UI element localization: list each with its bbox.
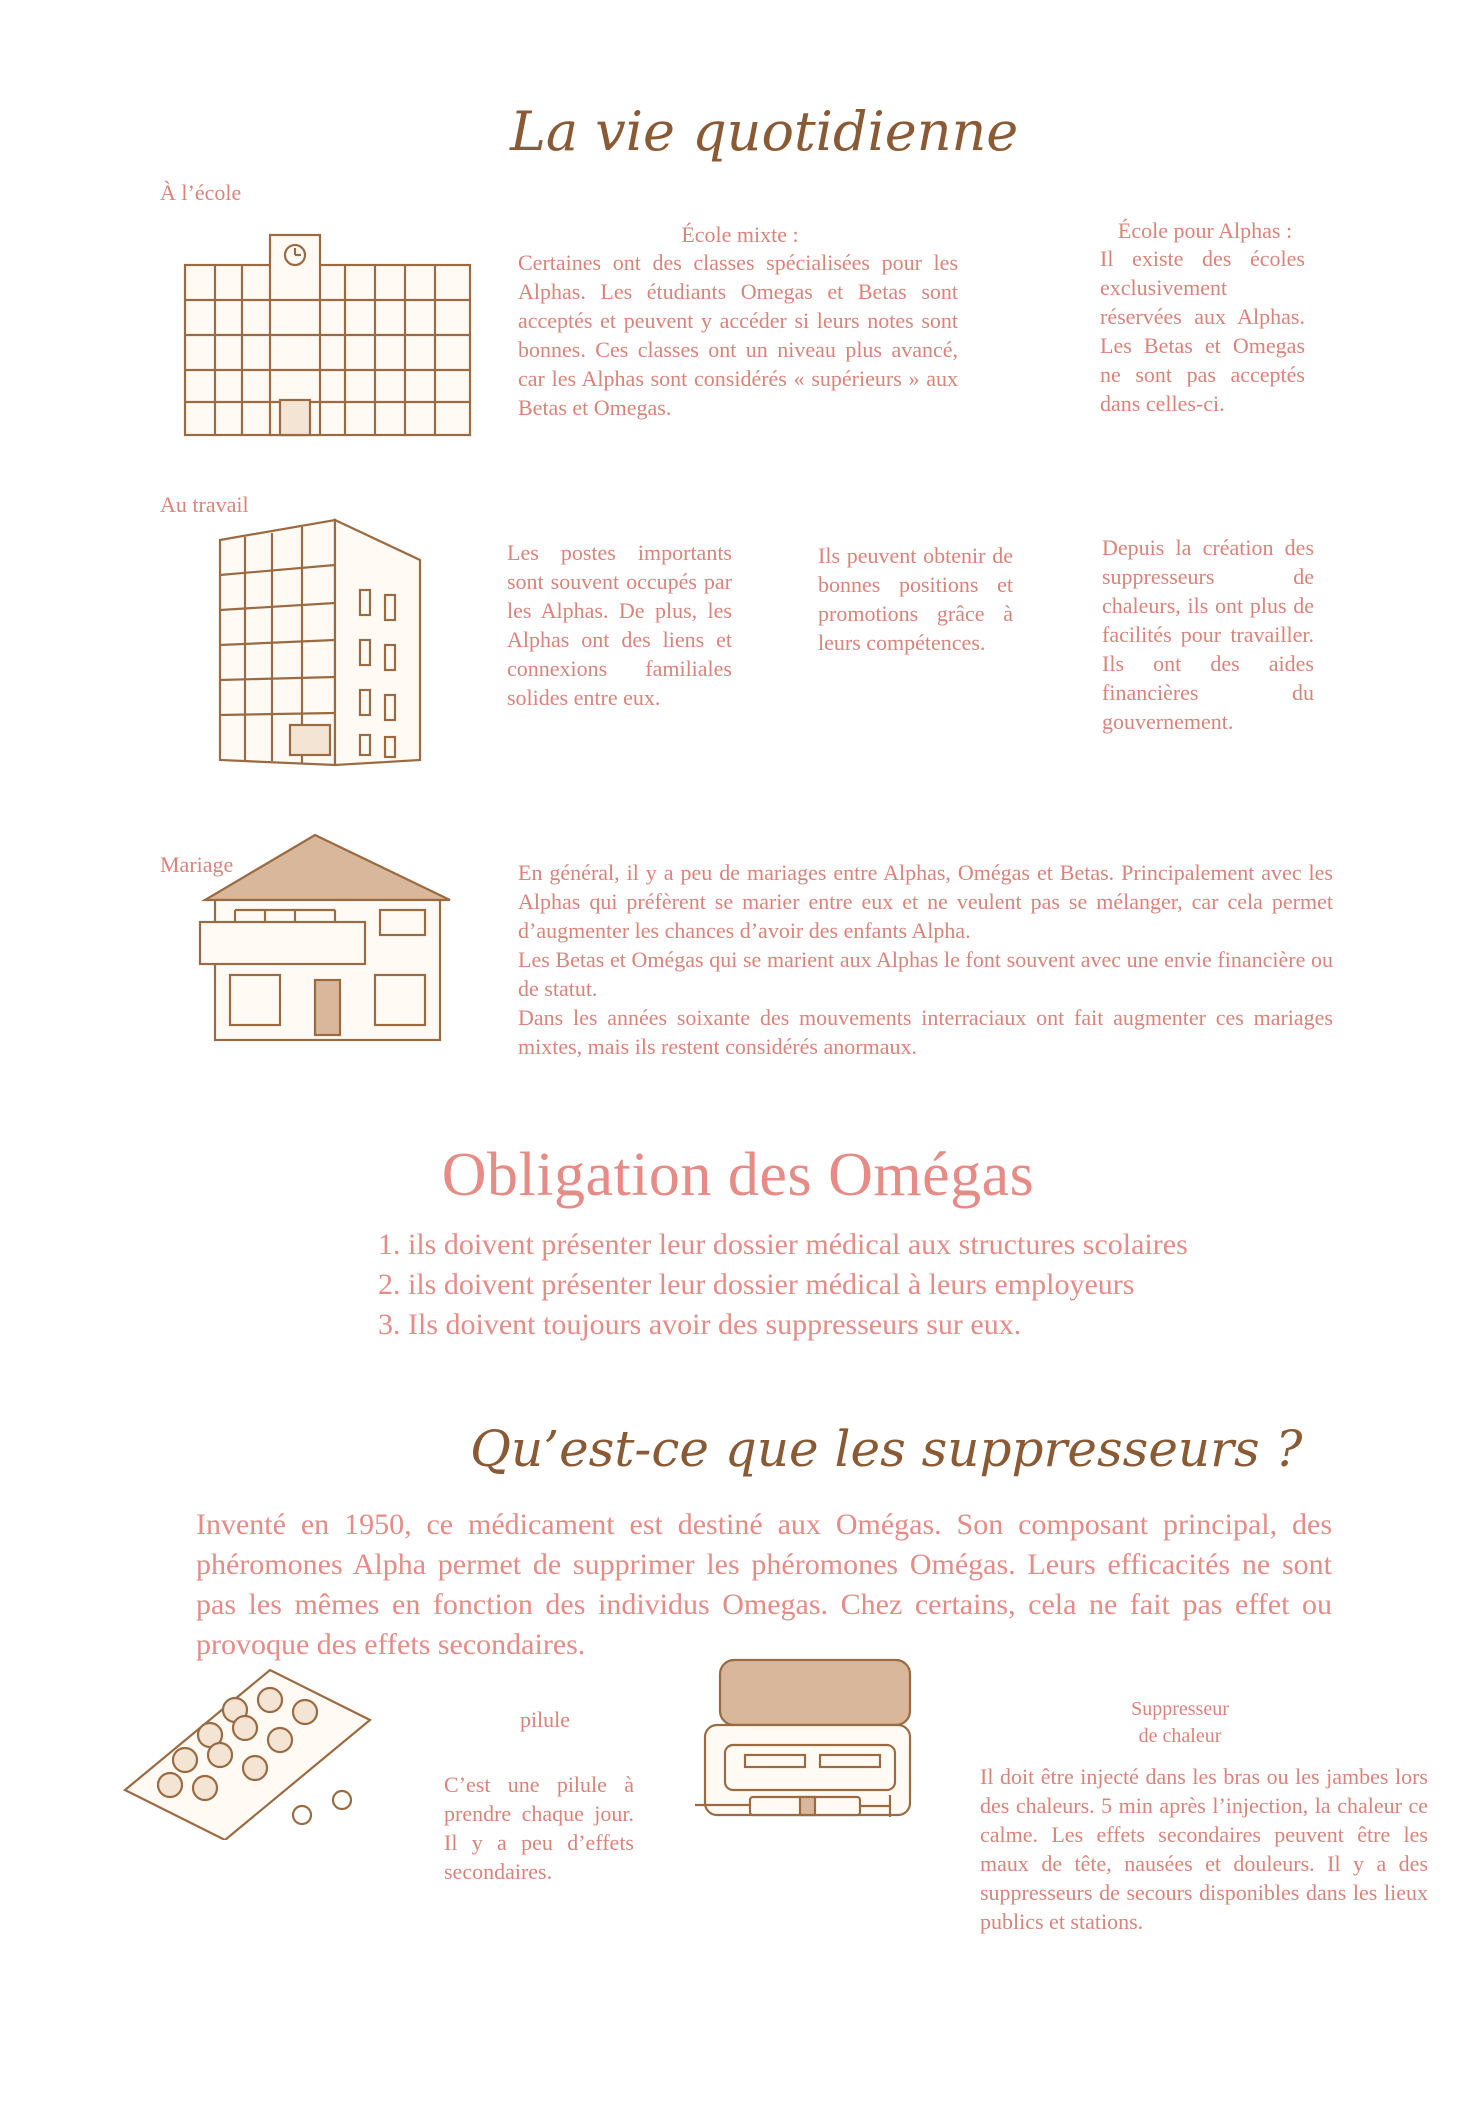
obligation-item-1: 1. ils doivent présenter leur dossier médical aux structures scolaires <box>378 1228 1188 1261</box>
alpha-school-title: École pour Alphas : <box>1117 218 1293 243</box>
pill-text: C’est une pilule à prendre chaque jour. Il y a peu d’effets secondaires. <box>444 1772 634 1884</box>
suppressors-intro: Inventé en 1950, ce médicament est destiné aux Omégas. Son composant principal, des phéromones Alpha permet de supprimer les phéromones Omégas. Leurs efficacités ne sont pas les mêmes en fonction des individus Omegas. Chez certains, cela ne fait pas effet ou provoque des effets secondaires. <box>196 1508 1332 1661</box>
marriage-paragraph-2: Les Betas et Omégas qui se marient aux Alphas le font souvent avec une envie financière ou de statut. <box>518 947 1333 1001</box>
heat-suppressor-label-2: de chaleur <box>1138 1725 1222 1747</box>
obligation-item-3: 3. Ils doivent toujours avoir des suppresseurs sur eux. <box>378 1308 1022 1341</box>
marriage-paragraph-3: Dans les années soixante des mouvements interraciaux ont fait augmenter ces mariages mixtes, mais ils restent considérés anormaux. <box>518 1005 1333 1059</box>
suppressors-title: Qu’est-ce que les suppresseurs ? <box>470 1420 1303 1478</box>
page-title: La vie quotidienne <box>510 100 1019 163</box>
alpha-school-text: Il existe des écoles exclusivement réservées aux Alphas. Les Betas et Omegas ne sont pas acceptés dans celles-ci. <box>1100 246 1305 416</box>
school-building-icon <box>180 230 480 445</box>
house-icon <box>195 830 455 1045</box>
obligation-item-2: 2. ils doivent présenter leur dossier médical à leurs employeurs <box>378 1268 1135 1301</box>
work-column-2: Ils peuvent obtenir de bonnes positions et promotions grâce à leurs compétences. <box>818 543 1013 655</box>
heat-suppressor-text: Il doit être injecté dans les bras ou les jambes lors des chaleurs. 5 min après l’injection, la chaleur ce calme. Les effets secondaires peuvent être les maux de tête, nausées et douleurs. Il y a des suppresseurs de secours disponibles dans les lieux publics et stations. <box>980 1764 1428 1934</box>
mixed-school-text: Certaines ont des classes spécialisées pour les Alphas. Les étudiants Omegas et Betas sont acceptés et peuvent y accéder si leurs notes sont bonnes. Ces classes ont un niveau plus avancé, car les Alphas sont considérés « supérieurs » aux Betas et Omegas. <box>518 250 958 420</box>
pill-blister-icon <box>120 1660 380 1840</box>
obligation-title: Obligation des Omégas <box>441 1141 1035 1209</box>
mixed-school-title: École mixte : <box>681 222 799 247</box>
work-label: Au travail <box>160 492 249 517</box>
work-column-1: Les postes importants sont souvent occupés par les Alphas. De plus, les Alphas ont des liens et connexions familiales solides entre eux. <box>507 540 732 710</box>
work-column-3: Depuis la création des suppresseurs de chaleurs, ils ont plus de facilités pour travailler. Ils ont des aides financières du gouvernement. <box>1102 535 1314 734</box>
office-building-icon <box>210 515 430 770</box>
marriage-label: Mariage <box>160 852 234 877</box>
marriage-paragraph-1: En général, il y a peu de mariages entre Alphas, Omégas et Betas. Principalement avec les Alphas qui préfèrent se marier entre eux et ne veulent pas se mélanger, car cela permet d’augmenter les chances d’avoir des enfants Alpha. <box>518 860 1333 943</box>
school-label: À l’école <box>160 180 242 205</box>
pill-label: pilule <box>519 1707 571 1732</box>
heat-suppressor-label-1: Suppresseur <box>1131 1698 1229 1720</box>
syringe-kit-icon <box>690 1655 920 1855</box>
